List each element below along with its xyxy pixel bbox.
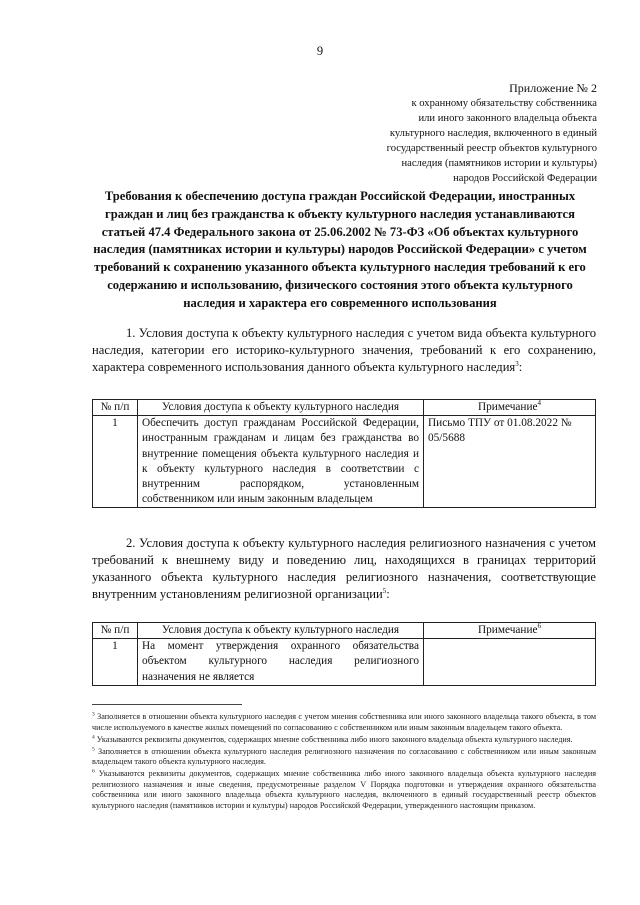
appendix-header	[297, 80, 597, 186]
footnote-ref: 6	[537, 622, 542, 631]
footnote-marker: 6	[92, 768, 95, 775]
footnote-ref: 5	[382, 586, 387, 595]
column-header-conditions: Условия доступа к объекту культурного наследия	[138, 623, 424, 639]
footnote	[92, 747, 596, 768]
appendix-line: к охранному обязательству собственника	[411, 98, 597, 109]
table-row	[93, 639, 596, 686]
footnote-marker: 3	[92, 711, 95, 718]
row-conditions: Обеспечить доступ гражданам Российской Федерации, иностранным гражданам и лицам без гражданства во внутренние помещения объекта культурного наследия и к объекту культурного наследия в соответствии с внутренним распорядком, установленным собственником или иным законным владельцем	[138, 416, 424, 508]
section-1-table	[92, 399, 596, 508]
footnote-text: Заполняется в отношении объекта культурного наследия с учетом мнения собственника или иного законного владельца такого объекта, в том числе используемого в качестве жилых помещений по согласованию с собственником или иным законным владельцем такого объекта.	[92, 712, 597, 732]
footnote-marker: 4	[92, 733, 95, 740]
footnote-text: Указываются реквизиты документов, содержащих мнение собственника либо иного законного владельца объекта культурного наследия.	[96, 734, 573, 744]
row-number: 1	[93, 639, 138, 686]
section-1-intro: 1. Условия доступа к объекту культурного наследия с учетом вида объекта культурного наследия, категории его историко-культурного значения, требований к его сохранению, характера современного использования данного объекта культурного наследия$^3$:	[92, 326, 596, 374]
column-header-note-label: Примечание	[477, 624, 538, 636]
footnote-text: Заполняется в отношении объекта культурного наследия религиозного назначения по согласованию с собственником или иным законным владельцем такого объекта культурного наследия.	[92, 746, 596, 766]
table-header-row	[93, 400, 596, 416]
appendix-line: культурного наследия, включенного в единый	[389, 128, 597, 139]
section-2-table	[92, 622, 596, 686]
footnote-text: Указываются реквизиты документов, содержащих мнение собственника либо иного законного владельца объекта культурного наследия религиозного назначения и иные сведения, предусмотренные разделом V Порядка подготовки и утверждения охранного обязательства собственника или иного законного владельца объекта культурного наследия, включенного в единый государственный реестр объектов культурного наследия (памятников истории и культуры) народов Российской Федерации, утвержденного настоящим приказом.	[92, 769, 597, 810]
footnote	[92, 769, 596, 811]
appendix-line: или иного законного владельца объекта	[418, 113, 597, 124]
section-2-intro: 2. Условия доступа к объекту культурного наследия религиозного назначения с учетом требований к внешнему виду и поведению лиц, находящихся в границах территорий указанного объекта культурного наследия религиозного назначения, соответствующие внутренним установлениям религиозной организации$^5$:	[92, 536, 596, 601]
footnotes	[92, 712, 596, 813]
column-header-conditions: Условия доступа к объекту культурного наследия	[138, 400, 424, 416]
table-row	[93, 416, 596, 508]
section-2-intro-text: 2. Условия доступа к объекту культурного наследия религиозного назначения с учетом требований к внешнему виду и поведению лиц, находящихся в границах территорий указанного объекта культурного наследия религиозного назначения, соответствующие внутренним установлениям религиозной организации	[92, 536, 596, 601]
footnote-marker: 5	[92, 745, 95, 752]
row-note	[424, 639, 596, 686]
section-1-intro-text: 1. Условия доступа к объекту культурного наследия с учетом вида объекта культурного наследия, категории его историко-культурного значения, требований к его сохранению, характера современного использования данного объекта культурного наследия	[92, 326, 596, 374]
appendix-line: наследия (памятников истории и культуры)	[401, 158, 597, 169]
row-number: 1	[93, 416, 138, 508]
appendix-line: государственный реестр объектов культурного	[386, 143, 597, 154]
appendix-line: народов Российской Федерации	[453, 173, 597, 184]
row-conditions: На момент утверждения охранного обязательства объектом культурного наследия религиозного назначения не является	[138, 639, 424, 686]
footnote	[92, 712, 596, 733]
appendix-title: Приложение № 2	[509, 81, 597, 95]
column-header-number: № п/п	[93, 623, 138, 639]
row-note: Письмо ТПУ от 01.08.2022 № 05/5688	[424, 416, 596, 508]
footnote	[92, 735, 596, 746]
column-header-note	[424, 623, 596, 639]
page-number: 9	[316, 44, 324, 58]
column-header-note	[424, 400, 596, 416]
document-title: Требования к обеспечению доступа граждан Российской Федерации, иностранных граждан и лиц без гражданства к объекту культурного наследия устанавливаются статьей 47.4 Федерального закона от 25.06.2002 № 73-ФЗ «Об объектах культурного наследия (памятниках истории и культуры) народов Российской Федерации» с учетом требований к сохранению указанного объекта культурного наследия требований к его содержанию и использованию, физического состояния этого объекта культурного наследия и характера его современного использования	[93, 189, 587, 310]
footnote-ref: 3	[515, 359, 519, 368]
column-header-number: № п/п	[93, 400, 138, 416]
footnote-ref: 4	[537, 399, 542, 408]
footnote-divider	[92, 704, 242, 705]
column-header-note-label: Примечание	[477, 401, 538, 413]
table-header-row	[93, 623, 596, 639]
